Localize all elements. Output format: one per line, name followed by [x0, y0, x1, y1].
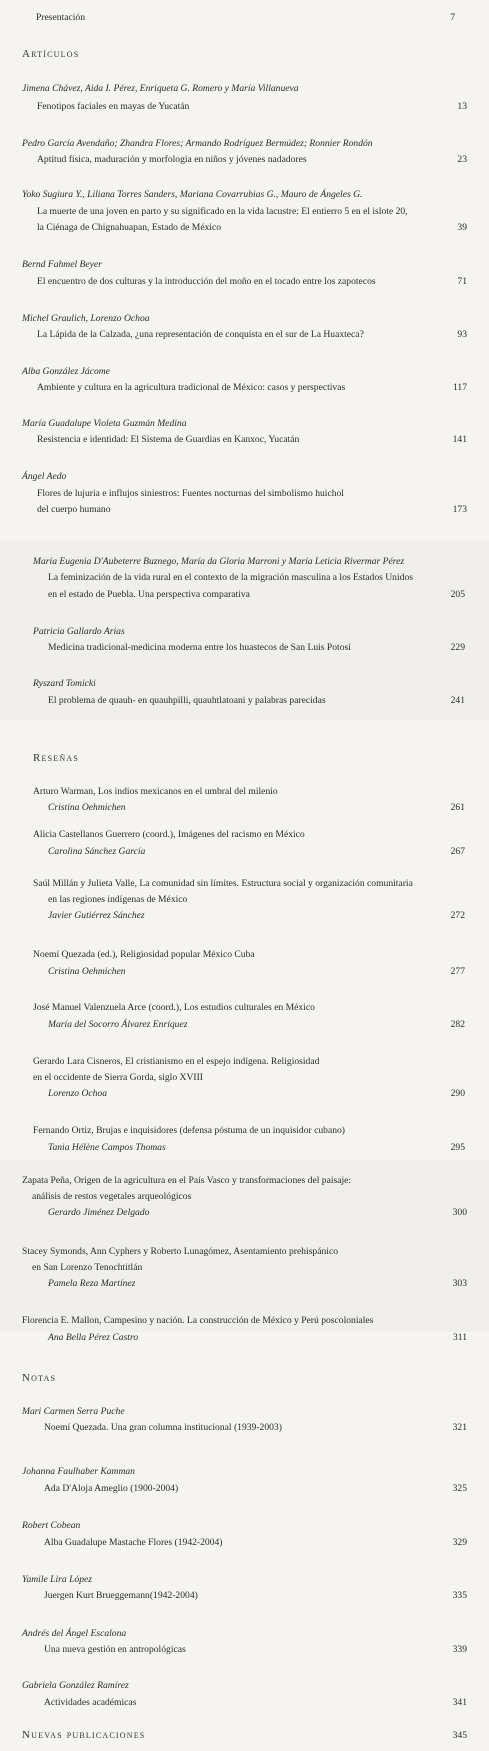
review-author: Javier Gutiérrez Sánchez [48, 910, 145, 921]
note-author: Mari Carmen Serra Puche [22, 1406, 125, 1417]
page-number: 339 [452, 1644, 467, 1655]
page-number: 341 [452, 1697, 467, 1708]
note-title: Actividades académicas [44, 1697, 137, 1708]
review-title-cont: en las regiones indígenas de México [48, 894, 188, 905]
note-title: Noemí Quezada. Una gran columna institucional (1939-2003) [44, 1422, 282, 1433]
article-title-cont: del cuerpo humano [37, 504, 111, 515]
review-title: Gerardo Lara Cisneros, El cristianismo en el espejo indígena. Religiosidad [33, 1056, 320, 1067]
review-title: Saúl Millán y Julieta Valle, La comunidad sin límites. Estructura social y organización comunitaria [33, 878, 413, 889]
section-heading-articulos: Artículos [22, 48, 80, 60]
article-title: El encuentro de dos culturas y la introducción del moño en el tocado entre los zapotecos [37, 276, 376, 287]
note-author: Johanna Faulhaber Kamman [22, 1466, 135, 1477]
review-author: Ana Bella Pérez Castro [48, 1332, 139, 1343]
article-title: Aptitud física, maduración y morfología en niños y jóvenes nadadores [37, 154, 307, 165]
page-number: 277 [450, 966, 465, 977]
note-title: Una nueva gestión en antropológicas [44, 1644, 186, 1655]
page-number: 311 [452, 1332, 467, 1343]
note-author: Robert Cobean [22, 1520, 81, 1531]
section-heading-nuevas-publicaciones: Nuevas publicaciones [22, 1729, 146, 1741]
page-number: 345 [452, 1730, 467, 1741]
page-number: 335 [452, 1590, 467, 1601]
page-number: 23 [457, 154, 467, 165]
review-author: María del Socorro Álvarez Enríquez [48, 1019, 188, 1030]
review-title: José Manuel Valenzuela Arce (coord.), Los estudios culturales en México [33, 1002, 315, 1013]
note-author: Yamile Lira López [22, 1574, 93, 1585]
article-title-cont: la Ciénaga de Chignahuapan, Estado de México [37, 222, 222, 233]
article-author: Alba González Jácome [22, 366, 110, 377]
page-number: 329 [452, 1537, 467, 1548]
review-title: Noemí Quezada (ed.), Religiosidad popular México Cuba [33, 949, 255, 960]
article-author: Jimena Chávez, Aida I. Pérez, Enriqueta G. Romero y María Villanueva [22, 83, 299, 94]
article-title: La muerte de una joven en parto y su significado en la vida lacustre: El entierro 5 en el islote 20, [37, 206, 408, 217]
review-title: Zapata Peña, Origen de la agricultura en el País Vasco y transformaciones del paisaje: [22, 1175, 352, 1186]
review-title-cont: en el occidente de Sierra Gorda, siglo XVIII [33, 1072, 203, 1083]
article-title: El problema de quauh- en quauhpilli, quauhtlatoani y palabras parecidas [48, 695, 326, 706]
page-number: 290 [450, 1088, 465, 1099]
article-author: María Guadalupe Violeta Guzmán Medina [22, 418, 187, 429]
review-title: Florencia E. Mallon, Campesino y nación. La construcción de México y Perú poscoloniales [22, 1315, 374, 1326]
review-title-cont: análisis de restos vegetales arqueológicos [32, 1191, 192, 1202]
note-title: Alba Guadalupe Mastache Flores (1942-2004) [44, 1537, 223, 1548]
article-title: La feminización de la vida rural en el contexto de la migración masculina a los Estados Unidos [48, 572, 413, 583]
page-number: 229 [450, 642, 465, 653]
review-author: Lorenzo Ochoa [48, 1088, 108, 1099]
review-author: Cristina Oehmichen [48, 966, 126, 977]
page-number: 141 [452, 434, 467, 445]
review-title: Stacey Symonds, Ann Cyphers y Roberto Lunagómez, Asentamiento prehispánico [22, 1246, 339, 1257]
page-number: 173 [452, 504, 467, 515]
article-title: Resistencia e identidad: El Sistema de Guardias en Kanxoc, Yucatán [37, 434, 300, 445]
article-title: La Lápida de la Calzada, ¿una representación de conquista en el sur de La Huaxteca? [37, 329, 364, 340]
article-title: Fenotipos faciales en mayas de Yucatán [37, 101, 190, 112]
article-author: Pedro García Avendaño; Zhandra Flores; Armando Rodríguez Bermúdez; Ronnier Rondón [22, 138, 373, 149]
page-number: 13 [457, 101, 467, 112]
article-author: Bernd Fahmel Beyer [22, 259, 102, 270]
review-title: Fernando Ortiz, Brujas e inquisidores (defensa póstuma de un inquisidor cubano) [33, 1125, 345, 1136]
article-author: Ryszard Tomicki [33, 678, 96, 689]
page-number: 295 [450, 1142, 465, 1153]
article-title: Medicina tradicional-medicina moderna entre los huastecos de San Luis Potosí [48, 642, 351, 653]
page-number: 300 [452, 1207, 467, 1218]
section-heading-resenas: Reseñas [33, 752, 79, 764]
page-number: 267 [450, 846, 465, 857]
article-author: María Eugenia D'Aubeterre Buznego, María da Gloria Marroni y María Leticia Rivermar Pérez [33, 556, 405, 567]
note-author: Gabriela González Ramírez [22, 1680, 129, 1691]
page-number: 7 [450, 12, 455, 23]
page-number: 71 [457, 276, 467, 287]
review-title: Arturo Warman, Los indios mexicanos en el umbral del milenio [33, 786, 278, 797]
page-number: 39 [457, 222, 467, 233]
article-title: Ambiente y cultura en la agricultura tradicional de México: casos y perspectivas [37, 382, 346, 393]
page-number: 93 [457, 329, 467, 340]
section-heading-notas: Notas [22, 1372, 57, 1384]
presentacion-title: Presentación [36, 12, 86, 23]
page-number: 321 [452, 1422, 467, 1433]
page-number: 205 [450, 589, 465, 600]
article-author: Patricia Gallardo Arias [33, 626, 125, 637]
review-title-cont: en San Lorenzo Tenochtitlán [32, 1262, 143, 1273]
article-title-cont: en el estado de Puebla. Una perspectiva comparativa [48, 589, 250, 600]
page-number: 272 [450, 910, 465, 921]
review-author: Pamela Reza Martínez [48, 1278, 136, 1289]
page-number: 241 [450, 695, 465, 706]
note-title: Ada D'Aloja Ameglio (1900-2004) [44, 1483, 179, 1494]
page-number: 261 [450, 802, 465, 813]
article-title: Flores de lujuria e influjos siniestros: Fuentes nocturnas del simbolismo huichol [37, 488, 344, 499]
page-number: 282 [450, 1019, 465, 1030]
review-author: Tania Hélène Campos Thomas [48, 1142, 166, 1153]
review-author: Carolina Sánchez García [48, 846, 146, 857]
page-number: 325 [452, 1483, 467, 1494]
article-author: Michel Graulich, Lorenzo Ochoa [22, 313, 150, 324]
review-author: Gerardo Jiménez Delgado [48, 1207, 150, 1218]
review-title: Alicia Castellanos Guerrero (coord.), Imágenes del racismo en México [33, 829, 305, 840]
note-author: Andrés del Ángel Escalona [22, 1628, 127, 1639]
review-author: Cristina Oehmichen [48, 802, 126, 813]
article-author: Ángel Aedo [22, 471, 67, 482]
page-number: 117 [452, 382, 467, 393]
page-number: 303 [452, 1278, 467, 1289]
note-title: Juergen Kurt Brueggemann(1942-2004) [44, 1590, 198, 1601]
article-author: Yoko Sugiura Y., Liliana Torres Sanders, Mariana Covarrubias G., Mauro de Ángeles G. [22, 189, 363, 200]
